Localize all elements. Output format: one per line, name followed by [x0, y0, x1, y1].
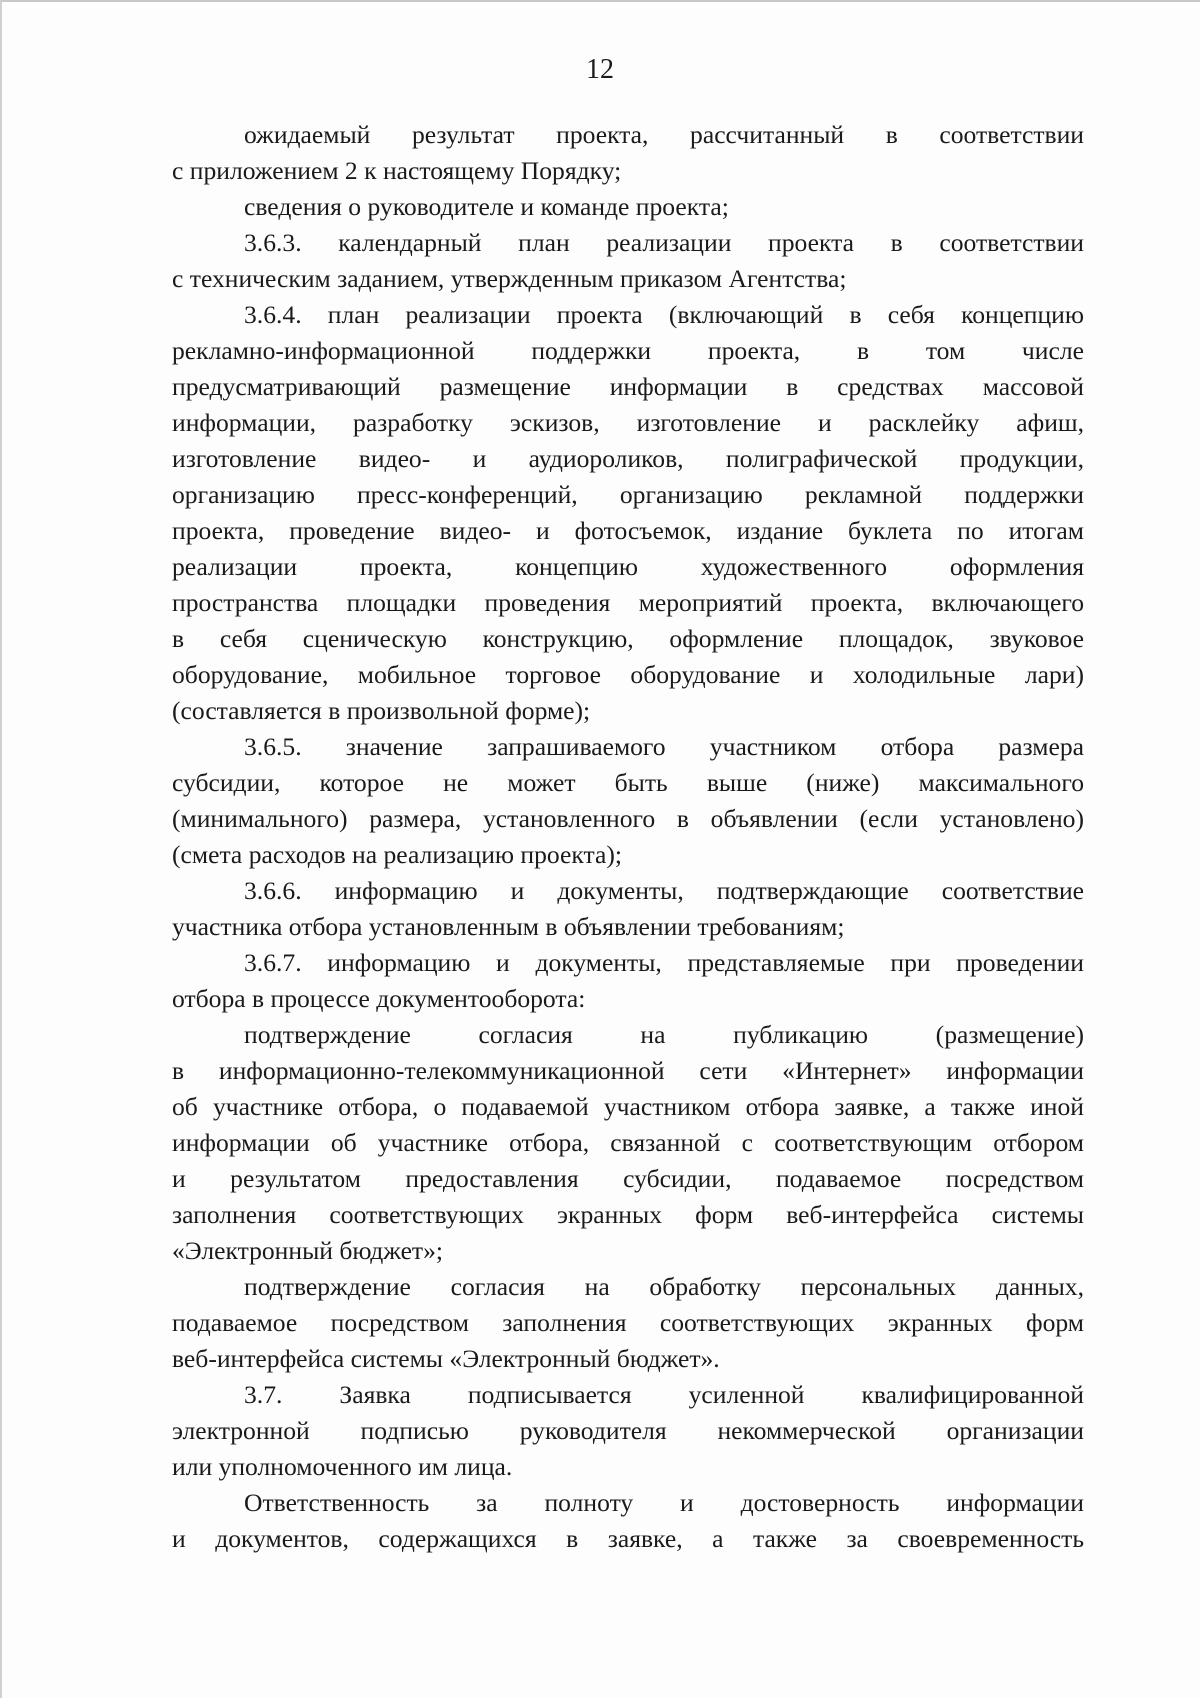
text-line: «Электронный бюджет»;	[172, 1236, 444, 1265]
text-line: организацию пресс-конференций, организацию рекламной поддержки	[172, 480, 1084, 509]
document-body	[172, 117, 1084, 1557]
text-line: Ответственность за полноту и достоверность информации	[244, 1488, 1084, 1517]
text-line: информации, разработку эскизов, изготовление и расклейку афиш,	[172, 408, 1084, 437]
text-line: 3.6.5. значение запрашиваемого участником отбора размера	[244, 732, 1084, 761]
text-line: реализации проекта, концепцию художественного оформления	[172, 552, 1084, 581]
scan-edge-left	[0, 0, 2, 1698]
text-line: 3.6.4. план реализации проекта (включающий в себя концепцию	[244, 300, 1084, 329]
text-line: электронной подписью руководителя некоммерческой организации	[172, 1416, 1084, 1445]
text-line: отбора в процессе документооборота:	[172, 984, 586, 1013]
text-line: 3.6.3. календарный план реализации проекта в соответствии	[244, 228, 1084, 257]
text-line: 3.6.6. информацию и документы, подтверждающие соответствие	[244, 876, 1084, 905]
text-line: в информационно-телекоммуникационной сети «Интернет» информации	[172, 1056, 1084, 1085]
text-line: изготовление видео- и аудиороликов, полиграфической продукции,	[172, 444, 1084, 473]
text-line: (смета расходов на реализацию проекта);	[172, 840, 622, 869]
text-line: ожидаемый результат проекта, рассчитанный в соответствии	[244, 120, 1084, 149]
text-line: участника отбора установленным в объявлении требованиям;	[172, 912, 845, 941]
text-line: проекта, проведение видео- и фотосъемок, издание буклета по итогам	[172, 516, 1084, 545]
text-line: 3.6.7. информацию и документы, представляемые при проведении	[244, 948, 1084, 977]
text-line: с техническим заданием, утвержденным приказом Агентства;	[172, 264, 847, 293]
page-number: 12	[586, 54, 614, 85]
text-line: рекламно-информационной поддержки проекта, в том числе	[172, 336, 1084, 365]
text-line: и документов, содержащихся в заявке, а также за своевременность	[172, 1524, 1084, 1553]
text-line: подтверждение согласия на обработку персональных данных,	[244, 1272, 1084, 1301]
text-line: или уполномоченного им лица.	[172, 1452, 513, 1481]
text-line: с приложением 2 к настоящему Порядку;	[172, 156, 622, 185]
text-line: (составляется в произвольной форме);	[172, 696, 591, 725]
text-line: и результатом предоставления субсидии, подаваемое посредством	[172, 1164, 1084, 1193]
text-line: в себя сценическую конструкцию, оформление площадок, звуковое	[172, 624, 1084, 653]
text-line: оборудование, мобильное торговое оборудование и холодильные лари)	[172, 660, 1084, 689]
text-line: заполнения соответствующих экранных форм веб-интерфейса системы	[172, 1200, 1084, 1229]
scan-edge-top	[0, 0, 1200, 2]
text-line: сведения о руководителе и команде проекта;	[244, 192, 729, 221]
text-line: веб-интерфейса системы «Электронный бюджет».	[172, 1344, 720, 1373]
text-line: субсидии, которое не может быть выше (ниже) максимального	[172, 768, 1084, 797]
text-line: пространства площадки проведения мероприятий проекта, включающего	[172, 588, 1084, 617]
text-line: подаваемое посредством заполнения соответствующих экранных форм	[172, 1308, 1084, 1337]
text-line: предусматривающий размещение информации в средствах массовой	[172, 372, 1084, 401]
text-line: информации об участнике отбора, связанной с соответствующим отбором	[172, 1128, 1084, 1157]
text-line: подтверждение согласия на публикацию (размещение)	[244, 1020, 1084, 1049]
text-line: 3.7. Заявка подписывается усиленной квалифицированной	[244, 1380, 1084, 1409]
text-line: об участнике отбора, о подаваемой участником отбора заявке, а также иной	[172, 1092, 1084, 1121]
text-line: (минимального) размера, установленного в объявлении (если установлено)	[172, 804, 1084, 833]
